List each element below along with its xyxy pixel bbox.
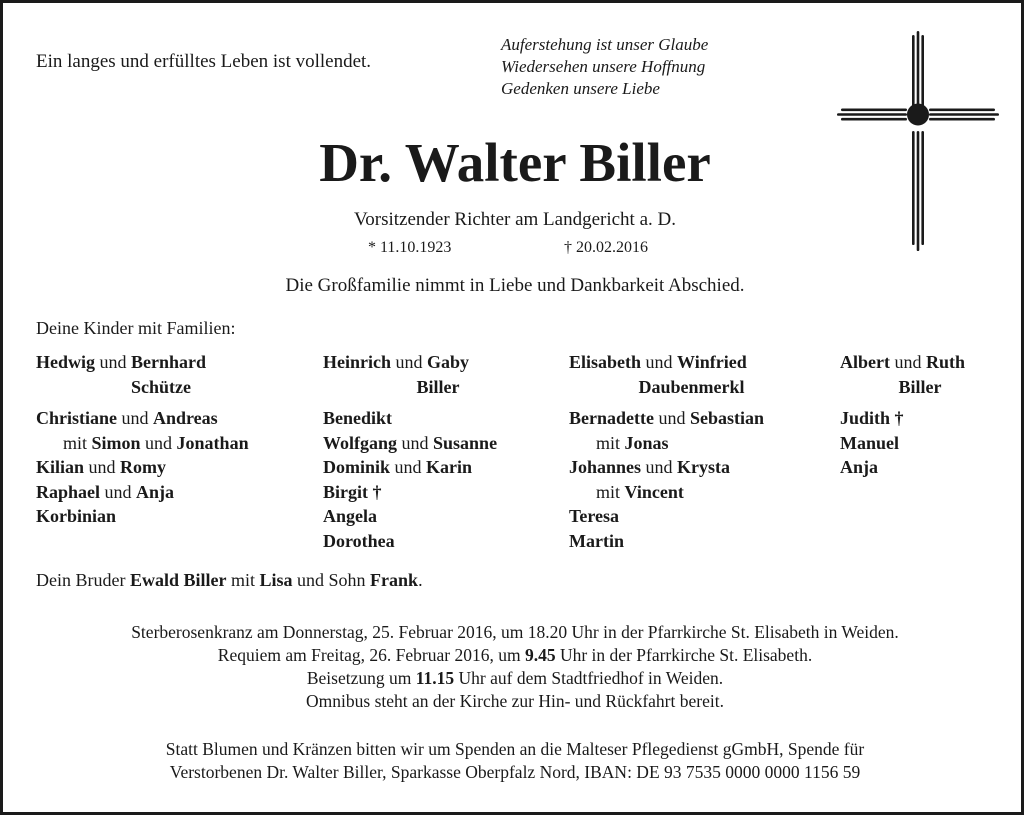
family-member-name: Dorothea [323,530,395,551]
motto-line: Gedenken unsere Liebe [501,79,660,98]
child-line [36,431,286,456]
spacer [840,399,1000,406]
conjunction: und [645,352,673,372]
family-member-name: Manuel [840,432,900,453]
requiem-text: Requiem am Freitag, 26. Februar 2016, um [217,645,521,665]
family-surname-line [323,375,553,400]
brother-son-name: Frank [370,570,419,590]
family-column [323,350,553,553]
conjunction: und [88,457,116,477]
conjunction: und [145,432,173,453]
family-column [36,350,286,529]
requiem-text: Uhr in der Pfarrkirche St. Elisabeth. [559,645,813,665]
spacer [569,399,814,406]
family-member-name: Bernadette [569,408,654,428]
brother-text: und Sohn [297,570,366,590]
preposition: mit [596,481,621,502]
family-column [840,350,1000,480]
family-parents [36,350,286,375]
family-member-name: Anja [136,481,175,502]
deceased-name: Dr. Walter Biller [319,132,711,193]
parent-name: Bernhard [131,352,207,372]
child-line [36,480,286,505]
child-line [569,504,814,529]
parent-name: Gaby [427,352,470,372]
motto-line: Auferstehung ist unser Glaube [501,35,709,54]
requiem-line [3,644,1024,667]
parent-name: Heinrich [323,352,391,372]
child-line [323,480,553,505]
family-member-name: Krysta [677,457,731,477]
child-line [569,431,814,456]
conjunction: und [394,457,422,477]
brother-text: Dein Bruder [36,570,126,590]
child-line [36,406,286,431]
family-member-name: Judith † [840,408,904,428]
brother-line [36,570,423,591]
burial-line [3,667,1024,690]
family-surname-line [840,375,1000,400]
parent-name: Hedwig [36,352,96,372]
motto [501,34,708,100]
parent-name: Elisabeth [569,352,642,372]
family-member-name: Romy [120,457,167,477]
family-surname: Biller [416,376,460,397]
conjunction: und [401,432,429,453]
family-column [569,350,814,553]
conjunction: und [99,352,127,372]
conjunction: und [645,457,673,477]
child-line [323,431,553,456]
family-member-name: Johannes [569,457,642,477]
child-line [36,504,286,529]
spacer [323,399,553,406]
family-surname: Daubenmerkl [638,376,745,397]
rosary-line: Sterberosenkranz am Donnerstag, 25. Februar 2016, um 18.20 Uhr in der Pfarrkirche St. Elisabeth in Weiden. [131,622,899,642]
death-date: † 20.02.2016 [564,239,648,256]
donation-line: Verstorbenen Dr. Walter Biller, Sparkasse Oberpfalz Nord, IBAN: DE 93 7535 0000 0000 1156 59 [169,762,861,782]
deceased-title: Vorsitzender Richter am Landgericht a. D. [353,209,676,230]
bus-line: Omnibus steht an der Kirche zur Hin- und Rückfahrt bereit. [306,691,724,711]
family-member-name: Karin [426,457,473,477]
family-member-name: Anja [840,457,879,477]
child-line [569,406,814,431]
children-heading: Deine Kinder mit Familien: [36,318,236,338]
brother-text: mit [231,570,256,590]
family-member-name: Angela [323,506,377,526]
requiem-time: 9.45 [524,645,556,665]
child-line [323,504,553,529]
parent-name: Winfried [677,352,747,372]
child-line [323,406,553,431]
family-member-name: Sebastian [689,408,765,428]
child-line [840,406,1000,431]
family-member-name: Kilian [36,457,85,477]
family-member-name: Christiane [36,408,117,428]
intro-text: Ein langes und erfülltes Leben ist vollendet. [36,51,372,72]
spacer [36,399,286,406]
brother-wife-name: Lisa [259,570,293,590]
family-member-name: Jonas [624,432,669,453]
conjunction: und [658,408,686,428]
family-member-name: Birgit † [323,481,382,502]
family-member-name: Dominik [323,457,391,477]
conjunction: und [104,481,132,502]
family-member-name: Susanne [433,432,498,453]
child-line [569,480,814,505]
preposition: mit [63,432,88,453]
family-member-name: Benedikt [323,408,393,428]
donation-line: Statt Blumen und Kränzen bitten wir um Spenden an die Malteser Pflegedienst gGmbH, Spende für [165,739,865,759]
child-line [323,529,553,554]
family-member-name: Martin [569,530,624,551]
child-line [569,455,814,480]
child-line [36,455,286,480]
family-member-name: Vincent [624,481,684,502]
burial-time: 11.15 [415,668,455,688]
birth-date: * 11.10.1923 [368,239,452,256]
conjunction: und [894,352,922,372]
burial-text: Uhr auf dem Stadtfriedhof in Weiden. [458,668,724,688]
parent-name: Albert [840,352,890,372]
child-line [840,431,1000,456]
brother-text-end: . [418,570,423,590]
family-member-name: Teresa [569,506,620,526]
family-parents [840,350,1000,375]
family-member-name: Wolfgang [323,432,398,453]
family-member-name: Simon [91,432,141,453]
conjunction: und [121,408,149,428]
family-surname: Biller [898,376,942,397]
preposition: mit [596,432,621,453]
service-info [3,621,1024,713]
parent-name: Ruth [925,352,965,372]
family-surname: Schütze [131,376,191,397]
brother-name: Ewald Biller [129,570,227,590]
farewell-text: Die Großfamilie nimmt in Liebe und Dankbarkeit Abschied. [285,275,745,296]
motto-line: Wiedersehen unsere Hoffnung [501,57,706,76]
family-surname-line [569,375,814,400]
burial-text: Beisetzung um [306,668,412,688]
family-member-name: Jonathan [176,432,249,453]
family-member-name: Andreas [153,408,218,428]
family-member-name: Raphael [36,481,101,502]
conjunction: und [395,352,423,372]
family-parents [569,350,814,375]
family-parents [323,350,553,375]
child-line [323,455,553,480]
donation-info [3,738,1024,784]
family-surname-line [36,375,286,400]
child-line [569,529,814,554]
family-member-name: Korbinian [36,506,117,526]
child-line [840,455,1000,480]
